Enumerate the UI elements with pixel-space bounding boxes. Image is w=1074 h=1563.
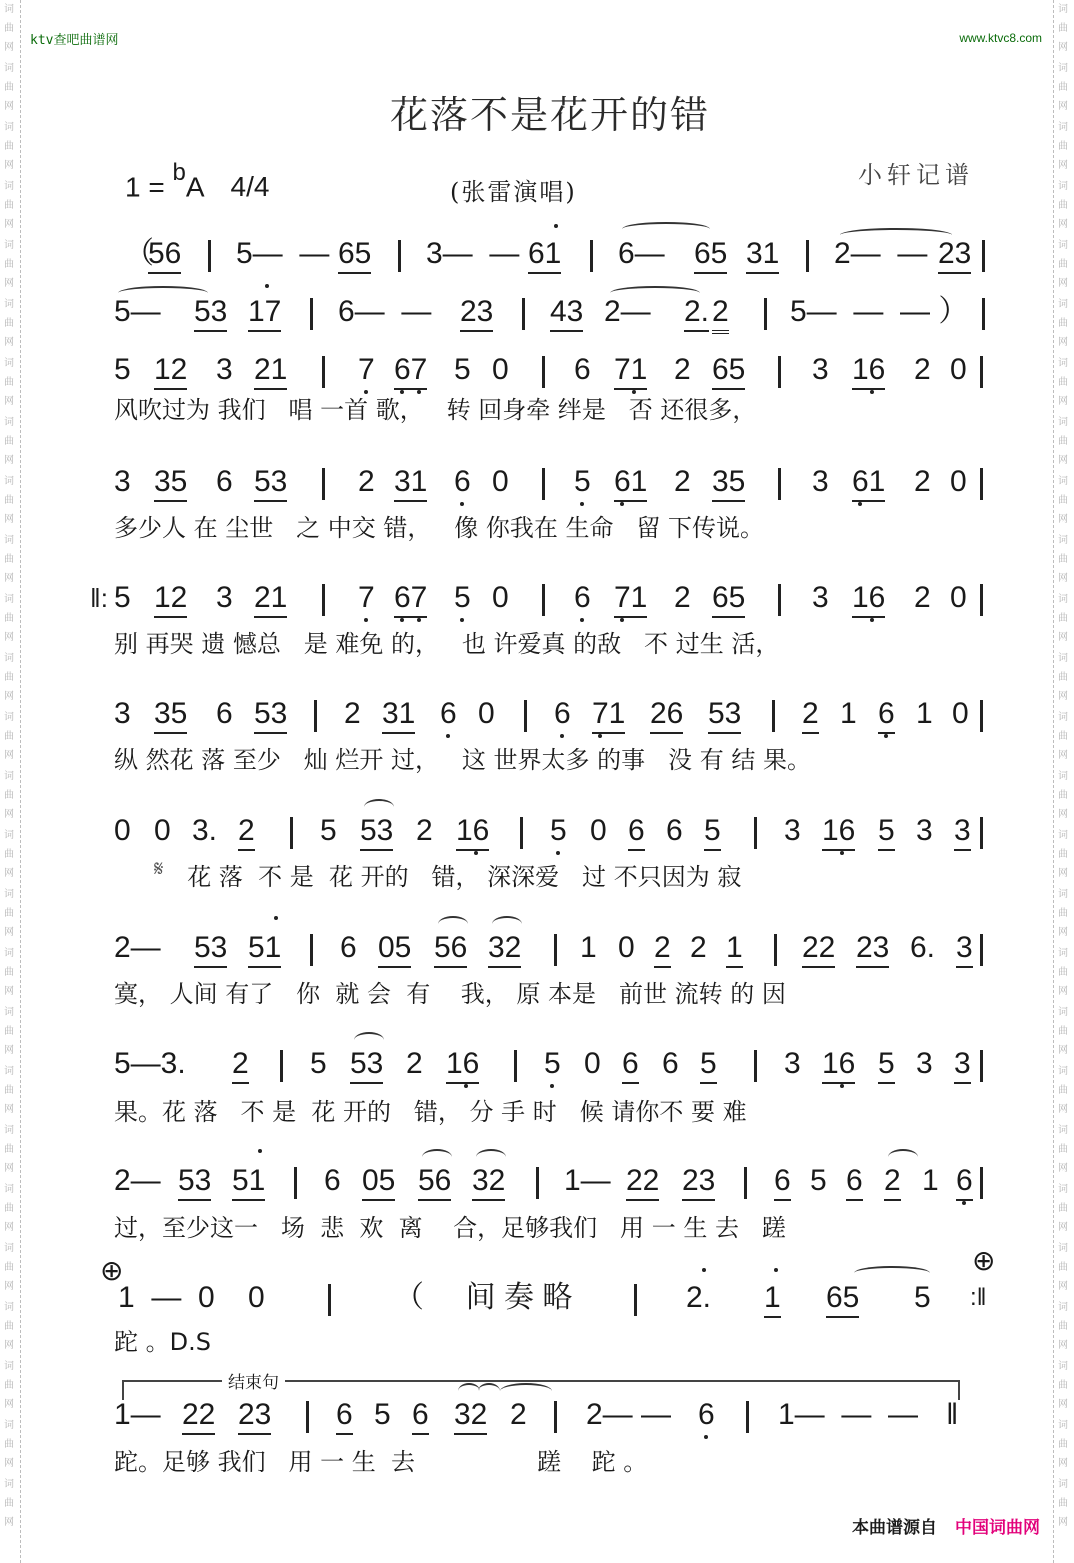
lyrics-line-8: 寞， 人间 有了 你 就 会 有 我， 原 本是 前世 流转 的 因 — [114, 980, 786, 1008]
watermark-char: 曲 — [1058, 1026, 1068, 1037]
watermark-char: 曲 — [4, 23, 14, 34]
lyrics-line-10: 过，至少这一 场 悲 欢 离 合，足够我们 用 一 生 去 蹉 — [114, 1214, 786, 1242]
watermark-char: 网 — [4, 1340, 14, 1351]
watermark-char: 网 — [4, 396, 14, 407]
watermark-char: 曲 — [4, 731, 14, 742]
watermark-char: 曲 — [1058, 1262, 1068, 1273]
watermark-char: 词 — [4, 358, 14, 369]
watermark-char: 词 — [1058, 1125, 1068, 1136]
watermark-char: 曲 — [4, 1498, 14, 1509]
score-line-11: 1 — 0 0 （ 间 奏 略 2. 1 65 5 :‖ — [114, 1280, 990, 1324]
watermark-group — [1054, 177, 1074, 234]
score-line-9: 5—3. 2 5 53 2 16 5 0 6 6 5 3 16 5 3 3 — [114, 1046, 990, 1090]
watermark-char: 曲 — [1058, 1439, 1068, 1450]
watermark-char: 曲 — [1058, 495, 1068, 506]
watermark-char: 词 — [4, 594, 14, 605]
segno-icon: 𝄋 — [154, 857, 164, 882]
watermark-char: 曲 — [4, 613, 14, 624]
watermark-char: 网 — [4, 160, 14, 171]
watermark-group — [1054, 413, 1074, 470]
singer-credit: (张雷演唱) — [450, 178, 577, 206]
watermark-char: 词 — [4, 1125, 14, 1136]
watermark-char: 词 — [4, 1361, 14, 1372]
watermark-char: 词 — [4, 771, 14, 782]
watermark-char: 曲 — [1058, 908, 1068, 919]
watermark-char: 曲 — [4, 1026, 14, 1037]
watermark-char: 词 — [4, 653, 14, 664]
watermark-char: 词 — [4, 181, 14, 192]
watermark-group — [1054, 354, 1074, 411]
watermark-group — [1054, 236, 1074, 293]
watermark-char: 曲 — [4, 141, 14, 152]
watermark-char: 曲 — [4, 82, 14, 93]
watermark-char: 曲 — [1058, 672, 1068, 683]
song-title: 花落不是花开的错 — [389, 93, 710, 137]
watermark-char: 词 — [1058, 771, 1068, 782]
watermark-char: 曲 — [4, 672, 14, 683]
watermark-char: 曲 — [1058, 82, 1068, 93]
watermark-char: 网 — [4, 1517, 14, 1528]
watermark-char: 网 — [4, 1104, 14, 1115]
watermark-char: 词 — [4, 476, 14, 487]
watermark-group — [0, 1062, 20, 1119]
watermark-char: 词 — [4, 122, 14, 133]
watermark-char: 词 — [1058, 1066, 1068, 1077]
watermark-group — [0, 177, 20, 234]
watermark-char: 曲 — [4, 908, 14, 919]
lyrics-line-9: 果。花 落 不 是 花 开的 错， 分 手 时 候 请你不 要 难 — [114, 1098, 747, 1126]
watermark-char: 词 — [1058, 594, 1068, 605]
watermark-char: 曲 — [4, 1085, 14, 1096]
watermark-char: 网 — [4, 750, 14, 761]
watermark-group — [0, 354, 20, 411]
key-prefix: 1 = — [125, 171, 173, 203]
watermark-char: 词 — [1058, 653, 1068, 664]
watermark-char: 曲 — [1058, 967, 1068, 978]
watermark-group — [1054, 1475, 1074, 1532]
score-line-4: 3 35 6 53 2 31 6 0 5 61 2 35 3 61 2 0 — [114, 464, 990, 508]
watermark-group — [1054, 944, 1074, 1001]
time-signature: 4/4 — [230, 171, 270, 203]
watermark-group — [0, 1416, 20, 1473]
watermark-char: 词 — [1058, 63, 1068, 74]
watermark-group — [1054, 531, 1074, 588]
watermark-char: 网 — [4, 691, 14, 702]
watermark-char: 词 — [4, 712, 14, 723]
watermark-group — [0, 1357, 20, 1414]
watermark-char: 曲 — [4, 1203, 14, 1214]
watermark-char: 词 — [4, 1007, 14, 1018]
watermark-char: 曲 — [4, 1439, 14, 1450]
watermark-char: 词 — [1058, 181, 1068, 192]
watermark-group — [1054, 1121, 1074, 1178]
watermark-char: 网 — [4, 101, 14, 112]
source-label: 本曲谱源自 — [852, 1518, 937, 1538]
watermark-group — [0, 944, 20, 1001]
watermark-char: 曲 — [4, 495, 14, 506]
watermark-char: 词 — [4, 1479, 14, 1490]
watermark-char: 曲 — [1058, 23, 1068, 34]
watermark-char: 词 — [4, 299, 14, 310]
watermark-char: 网 — [1058, 1517, 1068, 1528]
watermark-char: 词 — [1058, 830, 1068, 841]
watermark-char: 曲 — [1058, 1144, 1068, 1155]
watermark-char: 网 — [1058, 809, 1068, 820]
watermark-char: 曲 — [1058, 849, 1068, 860]
watermark-group — [1054, 1357, 1074, 1414]
watermark-char: 词 — [1058, 476, 1068, 487]
watermark-char: 曲 — [1058, 731, 1068, 742]
watermark-char: 词 — [1058, 1007, 1068, 1018]
watermark-char: 曲 — [4, 554, 14, 565]
watermark-group — [1054, 1298, 1074, 1355]
watermark-char: 网 — [1058, 868, 1068, 879]
watermark-group — [0, 885, 20, 942]
score-line-1: （ 56 5— — 65 3— — 61 6— 65 31 2— — 23 — [114, 236, 990, 280]
watermark-char: 网 — [4, 573, 14, 584]
watermark-char: 词 — [4, 1420, 14, 1431]
watermark-char: 网 — [4, 1281, 14, 1292]
watermark-char: 曲 — [4, 790, 14, 801]
source-credit — [852, 1513, 1040, 1538]
watermark-char: 词 — [1058, 240, 1068, 251]
watermark-char: 词 — [1058, 1361, 1068, 1372]
watermark-group — [0, 295, 20, 352]
watermark-char: 曲 — [4, 849, 14, 860]
watermark-group — [0, 590, 20, 647]
watermark-group — [0, 0, 20, 57]
score-line-7: 0 0 3. 2 5 53 2 16 5 0 6 6 5 3 16 5 3 3 — [114, 813, 990, 857]
watermark-group — [1054, 295, 1074, 352]
watermark-group — [1054, 1003, 1074, 1060]
watermark-char: 网 — [1058, 101, 1068, 112]
watermark-group — [1054, 649, 1074, 706]
lyrics-line-7-text: 花 落 不 是 花 开的 错， 深深爱 过 不只因为 寂 — [172, 863, 742, 891]
lyrics-line-4: 多少人 在 尘世 之 中交 错， 像 你我在 生命 留 下传说。 — [114, 514, 765, 542]
watermark-char: 词 — [4, 63, 14, 74]
watermark-group — [1054, 472, 1074, 529]
watermark-char: 词 — [1058, 1243, 1068, 1254]
watermark-char: 曲 — [4, 436, 14, 447]
watermark-char: 网 — [4, 455, 14, 466]
watermark-char: 曲 — [1058, 318, 1068, 329]
watermark-char: 曲 — [4, 1262, 14, 1273]
transcriber-credit: 小轩记谱 — [858, 161, 974, 189]
watermark-group — [1054, 1239, 1074, 1296]
watermark-char: 网 — [1058, 1045, 1068, 1056]
score-line-2: 5— 53 17 6— — 23 43 2— 2. 2 5— — — ） — [114, 294, 990, 338]
watermark-char: 词 — [1058, 535, 1068, 546]
watermark-char: 网 — [4, 1399, 14, 1410]
key-note: A — [185, 171, 205, 203]
watermark-group — [0, 1239, 20, 1296]
watermark-group — [0, 826, 20, 883]
watermark-char: 词 — [1058, 1420, 1068, 1431]
watermark-char: 曲 — [1058, 1085, 1068, 1096]
watermark-group — [0, 1298, 20, 1355]
watermark-char: 网 — [1058, 1104, 1068, 1115]
watermark-char: 词 — [1058, 4, 1068, 15]
watermark-group — [1054, 590, 1074, 647]
watermark-char: 词 — [1058, 299, 1068, 310]
watermark-char: 网 — [4, 337, 14, 348]
watermark-char: 词 — [4, 535, 14, 546]
watermark-char: 曲 — [1058, 141, 1068, 152]
watermark-char: 曲 — [1058, 790, 1068, 801]
watermark-char: 网 — [4, 986, 14, 997]
lyrics-line-12: 跎。足够 我们 用 一 生 去 蹉 跎 。 — [114, 1448, 648, 1476]
lyrics-line-6: 纵 然花 落 至少 灿 烂开 过， 这 世界太多 的事 没 有 结 果。 — [114, 746, 811, 774]
watermark-group — [1054, 885, 1074, 942]
watermark-char: 曲 — [1058, 200, 1068, 211]
watermark-group — [0, 649, 20, 706]
watermark-char: 网 — [4, 219, 14, 230]
score-line-8: 2— 53 51 6 05 56 32 1 0 2 2 1 22 23 6. 3 — [114, 930, 990, 974]
watermark-char: 网 — [1058, 986, 1068, 997]
watermark-group — [1054, 708, 1074, 765]
watermark-char: 词 — [4, 948, 14, 959]
left-watermark-strip — [0, 0, 21, 1563]
flat-symbol: b — [172, 159, 186, 186]
watermark-group — [1054, 1062, 1074, 1119]
watermark-char: 网 — [1058, 1222, 1068, 1233]
watermark-group — [0, 1180, 20, 1237]
watermark-char: 词 — [4, 1302, 14, 1313]
watermark-group — [1054, 1416, 1074, 1473]
watermark-char: 网 — [1058, 1340, 1068, 1351]
watermark-char: 网 — [4, 514, 14, 525]
watermark-group — [1054, 826, 1074, 883]
watermark-group — [1054, 767, 1074, 824]
watermark-char: 词 — [1058, 417, 1068, 428]
watermark-char: 曲 — [1058, 554, 1068, 565]
watermark-char: 词 — [4, 830, 14, 841]
watermark-char: 网 — [1058, 278, 1068, 289]
watermark-char: 词 — [4, 1243, 14, 1254]
watermark-char: 词 — [4, 240, 14, 251]
source-brand-link[interactable]: 中国词曲网 — [955, 1518, 1040, 1538]
watermark-char: 词 — [1058, 889, 1068, 900]
watermark-char: 网 — [1058, 1163, 1068, 1174]
key-signature — [125, 159, 270, 203]
watermark-char: 词 — [1058, 1479, 1068, 1490]
watermark-group — [0, 413, 20, 470]
watermark-char: 网 — [1058, 750, 1068, 761]
watermark-char: 曲 — [4, 377, 14, 388]
watermark-char: 网 — [1058, 396, 1068, 407]
watermark-group — [1054, 0, 1074, 57]
watermark-group — [1054, 1180, 1074, 1237]
watermark-char: 词 — [4, 1184, 14, 1195]
lyrics-line-5: 别 再哭 遗 憾总 是 难免 的， 也 许爱真 的敌 不 过生 活， — [114, 630, 780, 658]
watermark-char: 曲 — [1058, 613, 1068, 624]
watermark-char: 曲 — [4, 967, 14, 978]
score-line-5: ‖: 5 12 3 21 7 67 5 0 6 71 2 65 3 16 2 0 — [114, 580, 990, 624]
watermark-char: 网 — [4, 809, 14, 820]
watermark-group — [0, 1003, 20, 1060]
score-line-10: 2— 53 51 6 05 56 32 1— 22 23 6 5 6 2 1 6 — [114, 1163, 990, 1207]
score-line-3: 5 12 3 21 7 67 5 0 6 71 2 65 3 16 2 0 — [114, 352, 990, 396]
watermark-char: 网 — [1058, 573, 1068, 584]
watermark-char: 网 — [1058, 632, 1068, 643]
coda-icon-left: ⊕ — [100, 1254, 124, 1287]
watermark-char: 网 — [1058, 691, 1068, 702]
watermark-char: 词 — [1058, 122, 1068, 133]
watermark-group — [0, 767, 20, 824]
watermark-char: 曲 — [4, 318, 14, 329]
watermark-char: 网 — [1058, 1281, 1068, 1292]
watermark-char: 网 — [1058, 42, 1068, 53]
watermark-char: 网 — [1058, 455, 1068, 466]
watermark-group — [0, 531, 20, 588]
watermark-char: 网 — [4, 1163, 14, 1174]
watermark-char: 词 — [4, 889, 14, 900]
watermark-char: 网 — [1058, 1458, 1068, 1469]
watermark-char: 词 — [4, 417, 14, 428]
right-watermark-strip — [1053, 0, 1074, 1563]
watermark-char: 曲 — [4, 259, 14, 270]
watermark-char: 词 — [1058, 712, 1068, 723]
watermark-group — [0, 1475, 20, 1532]
watermark-char: 词 — [1058, 948, 1068, 959]
watermark-char: 曲 — [4, 1321, 14, 1332]
watermark-char: 曲 — [4, 200, 14, 211]
watermark-char: 网 — [4, 1222, 14, 1233]
watermark-char: 网 — [4, 868, 14, 879]
watermark-char: 网 — [4, 1045, 14, 1056]
watermark-char: 网 — [1058, 160, 1068, 171]
watermark-char: 曲 — [1058, 1498, 1068, 1509]
watermark-char: 网 — [1058, 514, 1068, 525]
watermark-char: 词 — [1058, 1184, 1068, 1195]
watermark-char: 曲 — [1058, 1380, 1068, 1391]
watermark-char: 网 — [4, 42, 14, 53]
watermark-char: 曲 — [1058, 1321, 1068, 1332]
watermark-char: 词 — [4, 4, 14, 15]
watermark-char: 网 — [1058, 927, 1068, 938]
watermark-char: 曲 — [4, 1380, 14, 1391]
watermark-group — [0, 1121, 20, 1178]
watermark-char: 曲 — [1058, 259, 1068, 270]
watermark-group — [0, 472, 20, 529]
lyrics-line-3: 风吹过为 我们 唱 一首 歌， 转 回身牵 绊是 否 还很多， — [114, 396, 757, 424]
watermark-char: 词 — [4, 1066, 14, 1077]
watermark-char: 曲 — [1058, 1203, 1068, 1214]
lyrics-line-11: 跎 。D.S — [114, 1328, 211, 1356]
site-name-left[interactable]: ktv查吧曲谱网 — [30, 33, 119, 48]
watermark-char: 网 — [1058, 1399, 1068, 1410]
watermark-char: 词 — [1058, 358, 1068, 369]
watermark-group — [0, 236, 20, 293]
watermark-char: 网 — [4, 1458, 14, 1469]
ending-label: 结束句 — [222, 1368, 285, 1393]
watermark-char: 词 — [1058, 1302, 1068, 1313]
watermark-group — [0, 708, 20, 765]
score-line-12: 1— 22 23 6 5 6 32 2 2— — 6 1— — — ‖ — [114, 1397, 990, 1441]
watermark-char: 网 — [1058, 219, 1068, 230]
watermark-char: 网 — [4, 278, 14, 289]
watermark-char: 曲 — [1058, 377, 1068, 388]
watermark-char: 网 — [4, 632, 14, 643]
site-url-right[interactable]: www.ktvc8.com — [959, 31, 1042, 45]
watermark-char: 网 — [4, 927, 14, 938]
coda-icon-right: ⊕ — [972, 1244, 996, 1277]
watermark-char: 网 — [1058, 337, 1068, 348]
score-line-6: 3 35 6 53 2 31 6 0 6 71 26 53 2 1 6 1 0 — [114, 696, 990, 740]
watermark-char: 曲 — [1058, 436, 1068, 447]
watermark-char: 曲 — [4, 1144, 14, 1155]
